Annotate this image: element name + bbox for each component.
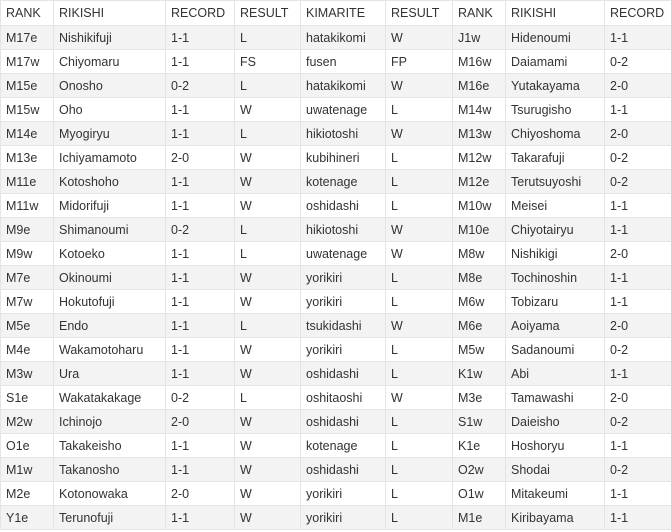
east-rikishi-cell: Ura (54, 362, 166, 386)
kimarite-cell: uwatenage (301, 242, 386, 266)
west-result-cell: L (386, 338, 453, 362)
table-row (1, 434, 671, 458)
west-rikishi-cell: Mitakeumi (506, 482, 605, 506)
west-rank-cell: M6e (453, 314, 506, 338)
east-rikishi-cell: Chiyomaru (54, 50, 166, 74)
east-result-cell: W (235, 482, 301, 506)
kimarite-cell: oshidashi (301, 362, 386, 386)
west-rikishi-cell: Kiribayama (506, 506, 605, 530)
east-rikishi-cell: Kotonowaka (54, 482, 166, 506)
east-rank-cell: M11e (1, 170, 54, 194)
west-rikishi-cell: Hoshoryu (506, 434, 605, 458)
east-result-cell: L (235, 74, 301, 98)
west-record-cell: 2-0 (605, 314, 671, 338)
west-rikishi-cell: Shodai (506, 458, 605, 482)
west-rank-cell: M10e (453, 218, 506, 242)
east-rank-cell: M2e (1, 482, 54, 506)
west-rank-cell: M5w (453, 338, 506, 362)
west-rank-cell: O2w (453, 458, 506, 482)
west-rikishi-cell: Yutakayama (506, 74, 605, 98)
east-result-cell: L (235, 242, 301, 266)
west-result-cell: L (386, 98, 453, 122)
kimarite-cell: yorikiri (301, 290, 386, 314)
west-result-cell: L (386, 434, 453, 458)
west-rank-cell: M8e (453, 266, 506, 290)
west-rikishi-cell: Daiamami (506, 50, 605, 74)
west-record-cell: 1-1 (605, 362, 671, 386)
east-record-cell: 1-1 (166, 458, 235, 482)
west-rikishi-cell: Sadanoumi (506, 338, 605, 362)
east-rikishi-cell: Ichinojo (54, 410, 166, 434)
west-rank-cell: M1e (453, 506, 506, 530)
kimarite-cell: fusen (301, 50, 386, 74)
table-row (1, 170, 671, 194)
kimarite-cell: uwatenage (301, 98, 386, 122)
kimarite-cell: yorikiri (301, 482, 386, 506)
west-result-cell: L (386, 170, 453, 194)
kimarite-cell: kotenage (301, 170, 386, 194)
east-rikishi-cell: Takanosho (54, 458, 166, 482)
west-rank-cell: O1w (453, 482, 506, 506)
east-record-cell: 1-1 (166, 194, 235, 218)
west-record-cell: 0-2 (605, 146, 671, 170)
table-row (1, 50, 671, 74)
kimarite-cell: hatakikomi (301, 26, 386, 50)
table-row (1, 458, 671, 482)
east-rank-cell: M15e (1, 74, 54, 98)
east-rank-cell: M11w (1, 194, 54, 218)
kimarite-cell: oshidashi (301, 458, 386, 482)
table-row (1, 26, 671, 50)
east-record-cell: 2-0 (166, 410, 235, 434)
kimarite-cell: hikiotoshi (301, 122, 386, 146)
east-rikishi-cell: Hokutofuji (54, 290, 166, 314)
east-rikishi-cell: Takakeisho (54, 434, 166, 458)
east-record-cell: 1-1 (166, 290, 235, 314)
west-result-cell: W (386, 122, 453, 146)
kimarite-cell: oshidashi (301, 194, 386, 218)
east-record-cell: 1-1 (166, 314, 235, 338)
kimarite-cell: yorikiri (301, 266, 386, 290)
west-record-cell: 1-1 (605, 266, 671, 290)
east-rank-cell: O1e (1, 434, 54, 458)
west-rikishi-cell: Tsurugisho (506, 98, 605, 122)
east-record-cell: 1-1 (166, 170, 235, 194)
west-rank-cell: K1e (453, 434, 506, 458)
header-west-result: RESULT (386, 1, 453, 26)
east-rikishi-cell: Myogiryu (54, 122, 166, 146)
kimarite-cell: yorikiri (301, 338, 386, 362)
east-rikishi-cell: Oho (54, 98, 166, 122)
west-record-cell: 1-1 (605, 194, 671, 218)
west-rikishi-cell: Tochinoshin (506, 266, 605, 290)
west-record-cell: 0-2 (605, 410, 671, 434)
east-record-cell: 0-2 (166, 386, 235, 410)
table-row (1, 74, 671, 98)
west-result-cell: L (386, 362, 453, 386)
kimarite-cell: oshitaoshi (301, 386, 386, 410)
west-result-cell: L (386, 506, 453, 530)
east-result-cell: W (235, 506, 301, 530)
east-rikishi-cell: Okinoumi (54, 266, 166, 290)
east-result-cell: L (235, 26, 301, 50)
west-record-cell: 2-0 (605, 122, 671, 146)
table-row (1, 506, 671, 530)
east-rikishi-cell: Midorifuji (54, 194, 166, 218)
east-result-cell: FS (235, 50, 301, 74)
west-record-cell: 2-0 (605, 74, 671, 98)
header-east-record: RECORD (166, 1, 235, 26)
east-result-cell: L (235, 314, 301, 338)
east-result-cell: L (235, 218, 301, 242)
west-rank-cell: M10w (453, 194, 506, 218)
table-row (1, 338, 671, 362)
west-result-cell: L (386, 458, 453, 482)
east-record-cell: 1-1 (166, 122, 235, 146)
east-rikishi-cell: Wakamotoharu (54, 338, 166, 362)
east-rikishi-cell: Kotoshoho (54, 170, 166, 194)
table-row (1, 122, 671, 146)
west-result-cell: L (386, 290, 453, 314)
west-result-cell: W (386, 242, 453, 266)
west-rank-cell: S1w (453, 410, 506, 434)
east-result-cell: W (235, 290, 301, 314)
east-result-cell: W (235, 338, 301, 362)
table-row (1, 242, 671, 266)
east-rank-cell: M17w (1, 50, 54, 74)
east-record-cell: 1-1 (166, 98, 235, 122)
east-record-cell: 1-1 (166, 506, 235, 530)
east-record-cell: 1-1 (166, 338, 235, 362)
west-result-cell: FP (386, 50, 453, 74)
west-record-cell: 1-1 (605, 290, 671, 314)
west-rikishi-cell: Chiyoshoma (506, 122, 605, 146)
west-record-cell: 2-0 (605, 242, 671, 266)
east-result-cell: W (235, 266, 301, 290)
west-rank-cell: M3e (453, 386, 506, 410)
west-rikishi-cell: Chiyotairyu (506, 218, 605, 242)
west-result-cell: W (386, 314, 453, 338)
east-record-cell: 2-0 (166, 146, 235, 170)
east-result-cell: L (235, 122, 301, 146)
west-record-cell: 1-1 (605, 218, 671, 242)
west-record-cell: 1-1 (605, 98, 671, 122)
table-row (1, 386, 671, 410)
west-rikishi-cell: Tamawashi (506, 386, 605, 410)
west-record-cell: 0-2 (605, 458, 671, 482)
west-rank-cell: M16w (453, 50, 506, 74)
east-result-cell: W (235, 170, 301, 194)
west-rikishi-cell: Meisei (506, 194, 605, 218)
header-west-record: RECORD (605, 1, 671, 26)
east-rank-cell: M7w (1, 290, 54, 314)
west-result-cell: L (386, 410, 453, 434)
table-row (1, 218, 671, 242)
west-result-cell: L (386, 482, 453, 506)
east-record-cell: 1-1 (166, 26, 235, 50)
east-result-cell: W (235, 362, 301, 386)
east-record-cell: 1-1 (166, 50, 235, 74)
east-rank-cell: Y1e (1, 506, 54, 530)
west-rikishi-cell: Takarafuji (506, 146, 605, 170)
west-result-cell: L (386, 146, 453, 170)
east-rikishi-cell: Ichiyamamoto (54, 146, 166, 170)
west-rikishi-cell: Aoiyama (506, 314, 605, 338)
table-row (1, 146, 671, 170)
kimarite-cell: hatakikomi (301, 74, 386, 98)
east-result-cell: W (235, 434, 301, 458)
east-rank-cell: M9w (1, 242, 54, 266)
west-result-cell: W (386, 386, 453, 410)
west-rikishi-cell: Terutsuyoshi (506, 170, 605, 194)
header-east-result: RESULT (235, 1, 301, 26)
west-result-cell: W (386, 218, 453, 242)
west-rank-cell: M12w (453, 146, 506, 170)
table-row (1, 98, 671, 122)
table-row (1, 314, 671, 338)
east-record-cell: 1-1 (166, 362, 235, 386)
table-row (1, 194, 671, 218)
east-rank-cell: M2w (1, 410, 54, 434)
kimarite-cell: oshidashi (301, 410, 386, 434)
table-row (1, 410, 671, 434)
east-rank-cell: M9e (1, 218, 54, 242)
header-kimarite: KIMARITE (301, 1, 386, 26)
east-result-cell: W (235, 458, 301, 482)
east-record-cell: 1-1 (166, 434, 235, 458)
east-rikishi-cell: Endo (54, 314, 166, 338)
west-result-cell: L (386, 266, 453, 290)
header-east-rikishi: RIKISHI (54, 1, 166, 26)
west-rank-cell: M12e (453, 170, 506, 194)
west-record-cell: 2-0 (605, 386, 671, 410)
west-rank-cell: M6w (453, 290, 506, 314)
east-record-cell: 0-2 (166, 218, 235, 242)
east-rank-cell: M4e (1, 338, 54, 362)
east-rank-cell: S1e (1, 386, 54, 410)
kimarite-cell: tsukidashi (301, 314, 386, 338)
east-rank-cell: M14e (1, 122, 54, 146)
east-rank-cell: M5e (1, 314, 54, 338)
west-rank-cell: K1w (453, 362, 506, 386)
east-rikishi-cell: Shimanoumi (54, 218, 166, 242)
east-rank-cell: M3w (1, 362, 54, 386)
west-rank-cell: M13w (453, 122, 506, 146)
east-record-cell: 2-0 (166, 482, 235, 506)
west-rikishi-cell: Daieisho (506, 410, 605, 434)
west-record-cell: 1-1 (605, 26, 671, 50)
kimarite-cell: hikiotoshi (301, 218, 386, 242)
table-row (1, 362, 671, 386)
east-result-cell: L (235, 386, 301, 410)
east-record-cell: 1-1 (166, 266, 235, 290)
west-rikishi-cell: Tobizaru (506, 290, 605, 314)
west-record-cell: 1-1 (605, 506, 671, 530)
west-rank-cell: M8w (453, 242, 506, 266)
table-row (1, 482, 671, 506)
west-rikishi-cell: Hidenoumi (506, 26, 605, 50)
east-result-cell: W (235, 98, 301, 122)
west-record-cell: 1-1 (605, 434, 671, 458)
west-rank-cell: M14w (453, 98, 506, 122)
east-rank-cell: M13e (1, 146, 54, 170)
east-result-cell: W (235, 194, 301, 218)
east-rank-cell: M1w (1, 458, 54, 482)
table-row (1, 266, 671, 290)
west-record-cell: 1-1 (605, 482, 671, 506)
east-rank-cell: M17e (1, 26, 54, 50)
kimarite-cell: kubihineri (301, 146, 386, 170)
east-rikishi-cell: Kotoeko (54, 242, 166, 266)
east-result-cell: W (235, 410, 301, 434)
west-record-cell: 0-2 (605, 50, 671, 74)
east-record-cell: 1-1 (166, 242, 235, 266)
east-rikishi-cell: Wakatakakage (54, 386, 166, 410)
west-result-cell: W (386, 26, 453, 50)
west-result-cell: L (386, 194, 453, 218)
west-rank-cell: J1w (453, 26, 506, 50)
west-rikishi-cell: Abi (506, 362, 605, 386)
west-record-cell: 0-2 (605, 170, 671, 194)
table-row (1, 290, 671, 314)
west-result-cell: W (386, 74, 453, 98)
east-record-cell: 0-2 (166, 74, 235, 98)
west-record-cell: 0-2 (605, 338, 671, 362)
header-east-rank: RANK (1, 1, 54, 26)
table-header-row (1, 1, 671, 26)
west-rikishi-cell: Nishikigi (506, 242, 605, 266)
east-result-cell: W (235, 146, 301, 170)
kimarite-cell: yorikiri (301, 506, 386, 530)
west-rank-cell: M16e (453, 74, 506, 98)
kimarite-cell: kotenage (301, 434, 386, 458)
header-west-rikishi: RIKISHI (506, 1, 605, 26)
east-rank-cell: M15w (1, 98, 54, 122)
east-rikishi-cell: Nishikifuji (54, 26, 166, 50)
east-rank-cell: M7e (1, 266, 54, 290)
east-rikishi-cell: Terunofuji (54, 506, 166, 530)
header-west-rank: RANK (453, 1, 506, 26)
east-rikishi-cell: Onosho (54, 74, 166, 98)
